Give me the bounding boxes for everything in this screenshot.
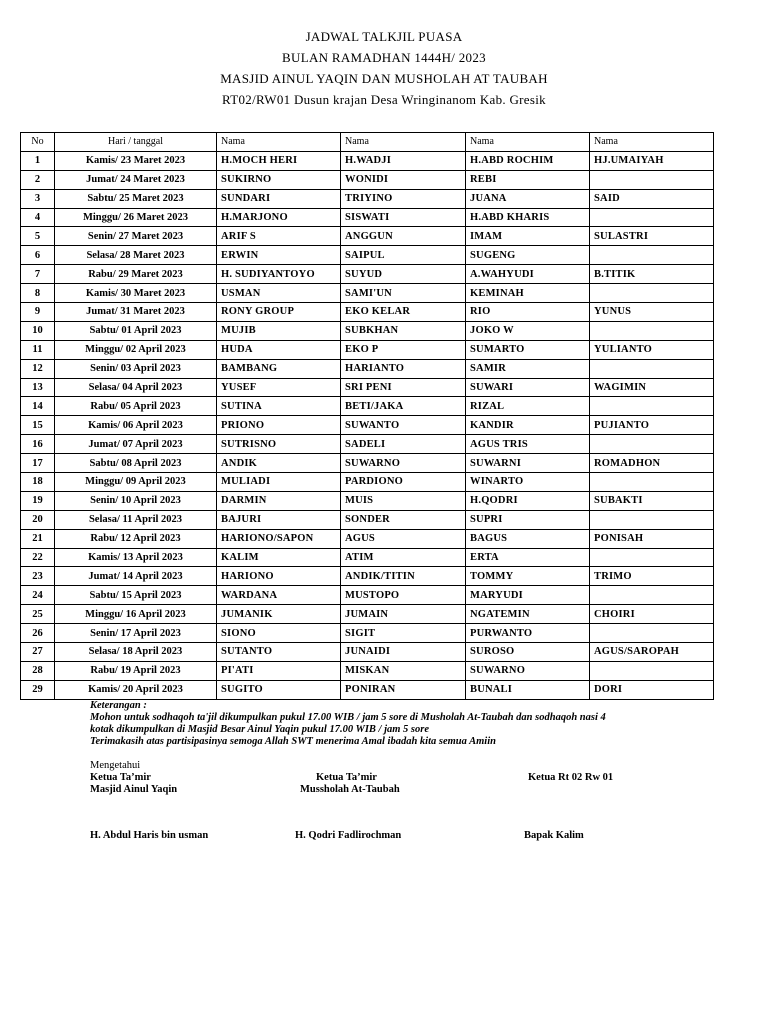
- row-date: Sabtu/ 25 Maret 2023: [55, 189, 217, 208]
- row-date: Senin/ 03 April 2023: [55, 359, 217, 378]
- row-name: PURWANTO: [466, 624, 590, 643]
- row-name: H. SUDIYANTOYO: [217, 265, 341, 284]
- row-name: H.ABD ROCHIM: [466, 151, 590, 170]
- row-date: Rabu/ 05 April 2023: [55, 397, 217, 416]
- signature-name: H. Abdul Haris bin usman: [90, 830, 209, 841]
- row-name: KANDIR: [466, 416, 590, 435]
- row-name: SUBKHAN: [341, 321, 466, 340]
- row-name: SRI PENI: [341, 378, 466, 397]
- row-number: 26: [21, 624, 55, 643]
- row-name: EKO KELAR: [341, 303, 466, 322]
- row-name: HARIONO: [217, 567, 341, 586]
- row-name: BAJURI: [217, 510, 341, 529]
- table-row: [21, 510, 714, 529]
- row-name: [590, 359, 714, 378]
- row-date: Jumat/ 14 April 2023: [55, 567, 217, 586]
- row-name: MUSTOPO: [341, 586, 466, 605]
- row-name: [590, 208, 714, 227]
- row-name: SAMIR: [466, 359, 590, 378]
- table-row: [21, 208, 714, 227]
- row-number: 14: [21, 397, 55, 416]
- row-name: SIGIT: [341, 624, 466, 643]
- row-name: [590, 170, 714, 189]
- row-name: RIO: [466, 303, 590, 322]
- row-name: JOKO W: [466, 321, 590, 340]
- row-name: HARIANTO: [341, 359, 466, 378]
- row-number: 8: [21, 284, 55, 303]
- table-row: [21, 491, 714, 510]
- row-name: WINARTO: [466, 473, 590, 492]
- row-number: 15: [21, 416, 55, 435]
- row-name: PUJIANTO: [590, 416, 714, 435]
- row-name: EKO P: [341, 340, 466, 359]
- row-name: ANDIK: [217, 454, 341, 473]
- row-name: SAID: [590, 189, 714, 208]
- row-name: ERTA: [466, 548, 590, 567]
- row-name: SUGENG: [466, 246, 590, 265]
- header-name: Nama: [341, 133, 466, 152]
- row-name: MUJIB: [217, 321, 341, 340]
- row-name: A.WAHYUDI: [466, 265, 590, 284]
- table-row: [21, 170, 714, 189]
- table-row: [21, 189, 714, 208]
- schedule-table: [20, 132, 714, 700]
- row-name: DARMIN: [217, 491, 341, 510]
- table-row: [21, 605, 714, 624]
- table-row: [21, 454, 714, 473]
- row-date: Rabu/ 12 April 2023: [55, 529, 217, 548]
- notes-line: Terimakasih atas partisipasinya semoga Allah SWT menerima Amal ibadah kita semua Amiin: [90, 736, 496, 747]
- row-date: Selasa/ 18 April 2023: [55, 643, 217, 662]
- row-name: AGUS: [341, 529, 466, 548]
- row-name: RIZAL: [466, 397, 590, 416]
- row-name: H.MOCH HERI: [217, 151, 341, 170]
- schedule-body: [21, 151, 714, 699]
- row-name: SUMARTO: [466, 340, 590, 359]
- row-date: Jumat/ 07 April 2023: [55, 435, 217, 454]
- row-number: 10: [21, 321, 55, 340]
- row-date: Kamis/ 30 Maret 2023: [55, 284, 217, 303]
- row-name: TRIMO: [590, 567, 714, 586]
- row-date: Kamis/ 06 April 2023: [55, 416, 217, 435]
- signature-org: Mussholah At-Taubah: [300, 784, 400, 795]
- row-name: NGATEMIN: [466, 605, 590, 624]
- signature-name: H. Qodri Fadlirochman: [295, 830, 402, 841]
- row-date: Kamis/ 20 April 2023: [55, 680, 217, 699]
- row-name: SUPRI: [466, 510, 590, 529]
- row-name: SUWARNO: [341, 454, 466, 473]
- row-number: 11: [21, 340, 55, 359]
- row-name: [590, 510, 714, 529]
- row-name: ANDIK/TITIN: [341, 567, 466, 586]
- row-name: BAGUS: [466, 529, 590, 548]
- table-row: [21, 378, 714, 397]
- row-number: 4: [21, 208, 55, 227]
- row-number: 5: [21, 227, 55, 246]
- row-number: 7: [21, 265, 55, 284]
- row-name: KALIM: [217, 548, 341, 567]
- row-date: Sabtu/ 15 April 2023: [55, 586, 217, 605]
- row-number: 6: [21, 246, 55, 265]
- row-date: Selasa/ 04 April 2023: [55, 378, 217, 397]
- table-row: [21, 643, 714, 662]
- row-date: Sabtu/ 01 April 2023: [55, 321, 217, 340]
- row-number: 22: [21, 548, 55, 567]
- row-date: Senin/ 17 April 2023: [55, 624, 217, 643]
- row-name: SADELI: [341, 435, 466, 454]
- row-date: Jumat/ 31 Maret 2023: [55, 303, 217, 322]
- table-row: [21, 661, 714, 680]
- row-name: YUNUS: [590, 303, 714, 322]
- row-name: SUROSO: [466, 643, 590, 662]
- row-name: BAMBANG: [217, 359, 341, 378]
- title-line: BULAN RAMADHAN 1444H/ 2023: [282, 50, 486, 65]
- row-name: JUNAIDI: [341, 643, 466, 662]
- table-row: [21, 321, 714, 340]
- row-number: 16: [21, 435, 55, 454]
- notes-section: [90, 700, 730, 748]
- row-number: 2: [21, 170, 55, 189]
- row-name: TOMMY: [466, 567, 590, 586]
- notes-heading: Keterangan :: [90, 700, 147, 711]
- table-row: [21, 227, 714, 246]
- row-name: ANGGUN: [341, 227, 466, 246]
- row-name: JUMAIN: [341, 605, 466, 624]
- row-name: SUYUD: [341, 265, 466, 284]
- row-name: BUNALI: [466, 680, 590, 699]
- header-name: Nama: [590, 133, 714, 152]
- table-row: [21, 624, 714, 643]
- row-name: [590, 624, 714, 643]
- row-number: 28: [21, 661, 55, 680]
- row-name: SUNDARI: [217, 189, 341, 208]
- notes-line: Mohon untuk sodhaqoh ta'jil dikumpulkan pukul 17.00 WIB / jam 5 sore di Musholah At-Taubah dan sodhaqoh nasi 4: [90, 712, 606, 723]
- row-name: SUTANTO: [217, 643, 341, 662]
- row-number: 20: [21, 510, 55, 529]
- row-date: Selasa/ 11 April 2023: [55, 510, 217, 529]
- title-line: MASJID AINUL YAQIN DAN MUSHOLAH AT TAUBAH: [220, 71, 548, 86]
- row-name: PONIRAN: [341, 680, 466, 699]
- row-name: [590, 284, 714, 303]
- row-name: [590, 473, 714, 492]
- row-name: DORI: [590, 680, 714, 699]
- row-date: Senin/ 27 Maret 2023: [55, 227, 217, 246]
- signature-org: Masjid Ainul Yaqin: [90, 784, 178, 795]
- row-name: SONDER: [341, 510, 466, 529]
- table-row: [21, 284, 714, 303]
- row-name: SUGITO: [217, 680, 341, 699]
- row-number: 9: [21, 303, 55, 322]
- table-row: [21, 680, 714, 699]
- row-name: WONIDI: [341, 170, 466, 189]
- row-name: AGUS TRIS: [466, 435, 590, 454]
- header-date: Hari / tanggal: [55, 133, 217, 152]
- row-date: Kamis/ 13 April 2023: [55, 548, 217, 567]
- row-date: Rabu/ 19 April 2023: [55, 661, 217, 680]
- title-line: JADWAL TALKJIL PUASA: [305, 29, 463, 44]
- row-name: SUTRISNO: [217, 435, 341, 454]
- row-name: JUMANIK: [217, 605, 341, 624]
- row-name: SUKIRNO: [217, 170, 341, 189]
- row-date: Minggu/ 09 April 2023: [55, 473, 217, 492]
- row-number: 13: [21, 378, 55, 397]
- row-name: JUANA: [466, 189, 590, 208]
- row-name: KEMINAH: [466, 284, 590, 303]
- table-row: [21, 303, 714, 322]
- row-date: Rabu/ 29 Maret 2023: [55, 265, 217, 284]
- row-name: SAIPUL: [341, 246, 466, 265]
- row-name: CHOIRI: [590, 605, 714, 624]
- row-name: [590, 246, 714, 265]
- row-name: MARYUDI: [466, 586, 590, 605]
- row-name: H.WADJI: [341, 151, 466, 170]
- row-name: H.QODRI: [466, 491, 590, 510]
- table-row: [21, 265, 714, 284]
- table-header-row: [21, 133, 714, 152]
- row-name: [590, 397, 714, 416]
- table-row: [21, 567, 714, 586]
- header-name: Nama: [466, 133, 590, 152]
- row-name: PONISAH: [590, 529, 714, 548]
- row-name: PARDIONO: [341, 473, 466, 492]
- signature-name: Bapak Kalim: [524, 830, 584, 841]
- row-name: [590, 321, 714, 340]
- table-row: [21, 359, 714, 378]
- notes-line: kotak dikumpulkan di Masjid Besar Ainul Yaqin pukul 17.00 WIB / jam 5 sore: [90, 724, 430, 735]
- table-row: [21, 529, 714, 548]
- row-date: Sabtu/ 08 April 2023: [55, 454, 217, 473]
- row-name: H.ABD KHARIS: [466, 208, 590, 227]
- row-number: 24: [21, 586, 55, 605]
- row-name: SUWANTO: [341, 416, 466, 435]
- row-name: ARIF S: [217, 227, 341, 246]
- row-number: 29: [21, 680, 55, 699]
- row-date: Selasa/ 28 Maret 2023: [55, 246, 217, 265]
- table-row: [21, 151, 714, 170]
- row-number: 25: [21, 605, 55, 624]
- row-name: RONY GROUP: [217, 303, 341, 322]
- row-name: PI'ATI: [217, 661, 341, 680]
- signature-role: Ketua Ta’mir: [316, 772, 377, 783]
- row-name: HJ.UMAIYAH: [590, 151, 714, 170]
- row-name: HUDA: [217, 340, 341, 359]
- row-name: [590, 661, 714, 680]
- row-name: PRIONO: [217, 416, 341, 435]
- row-name: HARIONO/SAPON: [217, 529, 341, 548]
- row-name: SUWARNI: [466, 454, 590, 473]
- row-number: 27: [21, 643, 55, 662]
- header-name: Nama: [217, 133, 341, 152]
- row-name: [590, 586, 714, 605]
- row-name: BETI/JAKA: [341, 397, 466, 416]
- row-name: MULIADI: [217, 473, 341, 492]
- row-name: SUBAKTI: [590, 491, 714, 510]
- row-name: ATIM: [341, 548, 466, 567]
- table-row: [21, 435, 714, 454]
- signature-block-rt: [528, 772, 613, 784]
- row-name: TRIYINO: [341, 189, 466, 208]
- row-date: Kamis/ 23 Maret 2023: [55, 151, 217, 170]
- title-line: RT02/RW01 Dusun krajan Desa Wringinanom Kab. Gresik: [222, 92, 546, 107]
- table-row: [21, 586, 714, 605]
- table-row: [21, 397, 714, 416]
- row-number: 21: [21, 529, 55, 548]
- row-number: 3: [21, 189, 55, 208]
- row-date: Minggu/ 02 April 2023: [55, 340, 217, 359]
- document-title: [0, 26, 768, 110]
- row-name: AGUS/SAROPAH: [590, 643, 714, 662]
- row-name: [590, 548, 714, 567]
- table-row: [21, 548, 714, 567]
- acknowledged-label: Mengetahui: [90, 760, 141, 771]
- row-number: 12: [21, 359, 55, 378]
- row-date: Senin/ 10 April 2023: [55, 491, 217, 510]
- row-name: SULASTRI: [590, 227, 714, 246]
- signature-role: Ketua Ta’mir: [90, 772, 151, 783]
- signature-block-musholah: [300, 772, 400, 796]
- row-number: 18: [21, 473, 55, 492]
- row-date: Minggu/ 26 Maret 2023: [55, 208, 217, 227]
- row-name: MUIS: [341, 491, 466, 510]
- table-row: [21, 473, 714, 492]
- row-name: REBI: [466, 170, 590, 189]
- table-row: [21, 340, 714, 359]
- row-name: [590, 435, 714, 454]
- header-no: No: [21, 133, 55, 152]
- row-name: YULIANTO: [590, 340, 714, 359]
- signature-role: Ketua Rt 02 Rw 01: [528, 772, 614, 783]
- table-row: [21, 246, 714, 265]
- row-date: Minggu/ 16 April 2023: [55, 605, 217, 624]
- table-row: [21, 416, 714, 435]
- row-number: 1: [21, 151, 55, 170]
- row-number: 19: [21, 491, 55, 510]
- row-name: SAMI'UN: [341, 284, 466, 303]
- row-name: WARDANA: [217, 586, 341, 605]
- row-name: WAGIMIN: [590, 378, 714, 397]
- row-name: USMAN: [217, 284, 341, 303]
- row-name: SUWARI: [466, 378, 590, 397]
- row-name: B.TITIK: [590, 265, 714, 284]
- row-number: 17: [21, 454, 55, 473]
- row-name: SISWATI: [341, 208, 466, 227]
- row-number: 23: [21, 567, 55, 586]
- row-name: SUTINA: [217, 397, 341, 416]
- signature-block-masjid: [90, 772, 177, 796]
- row-name: H.MARJONO: [217, 208, 341, 227]
- row-name: YUSEF: [217, 378, 341, 397]
- row-date: Jumat/ 24 Maret 2023: [55, 170, 217, 189]
- row-name: IMAM: [466, 227, 590, 246]
- row-name: SIONO: [217, 624, 341, 643]
- row-name: MISKAN: [341, 661, 466, 680]
- row-name: ERWIN: [217, 246, 341, 265]
- row-name: SUWARNO: [466, 661, 590, 680]
- row-name: ROMADHON: [590, 454, 714, 473]
